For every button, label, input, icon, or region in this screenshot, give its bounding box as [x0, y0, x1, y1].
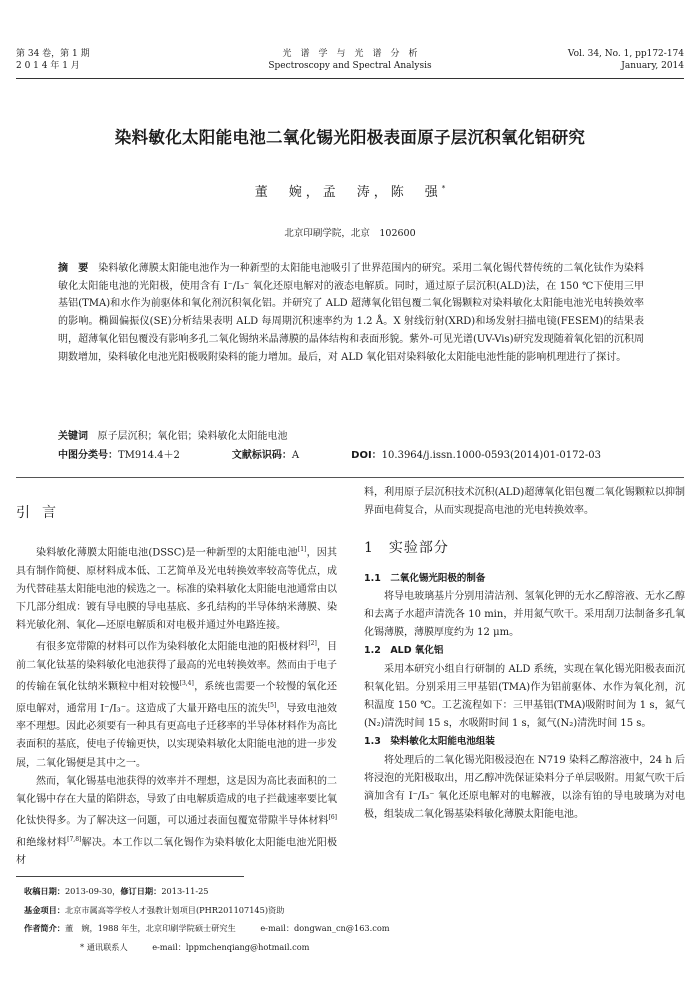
footnotes: [24, 882, 390, 956]
citation[interactable]: [3,4]: [179, 680, 194, 688]
header-divider: [16, 78, 684, 79]
bio-line: [24, 919, 390, 938]
right-column: [364, 484, 685, 824]
subsection-1-1-heading: 1.1 二氧化锡光阳极的制备: [364, 572, 486, 584]
issue-date: 2 0 1 4 年 1 月: [16, 61, 80, 71]
keywords-label: 关键词: [58, 431, 88, 442]
volume-pages-en: Vol. 34, No. 1, pp172-174: [567, 49, 684, 59]
journal-title-cn: 光 谱 学 与 光 谱 分 析: [282, 49, 418, 59]
received-date: 2013-09-30，: [64, 886, 121, 896]
subsection-1-3-heading: 1.3 染料敏化太阳能电池组装: [364, 736, 495, 748]
bio-text: 董 婉，1988 年生，北京印刷学院硕士研究生 e-mail：dongwan_cn@163.com: [64, 923, 390, 933]
left-column: [16, 541, 337, 870]
volume-issue: 第 34 卷，第 1 期: [16, 49, 90, 59]
classification-line: [58, 447, 601, 465]
fund-line: [24, 901, 390, 920]
subsection-1-2-heading: 1.2 ALD 氧化铝: [364, 645, 444, 657]
citation[interactable]: [1]: [297, 546, 307, 553]
intro-paragraph-1: 染料敏化薄膜太阳能电池(DSSC)是一种新型的太阳能电池[1]，因其具有制作简便、原材料成本低、工艺简单及光电转换效率较高等优点，成为代替硅基太阳能电池的候选之一。标准的染料敏化太阳能电池通常由以下几部分组成：镀有导电膜的导电基底、多孔结构的半导体纳米薄膜、染料光敏化剂、氧化—还原电解质和对电极并通过外电路连接。: [16, 546, 338, 632]
citation[interactable]: [7,8]: [67, 835, 82, 843]
dates-line: [24, 882, 390, 901]
subsection-1-3-text: 将处理后的二氧化锡光阳极浸泡在 N719 染料乙醇溶液中，24 h 后将浸泡的光阳极取出，用乙醇冲洗保证染料分子单层吸附。用氮气吹干后滴加含有 I⁻/I₃⁻ 氧化还原电解对的电解液，以涂有铂的导电玻璃为对电极，组装成二氧化锡基染料敏化薄膜太阳能电池。: [364, 754, 685, 821]
received-label: 收稿日期：: [24, 886, 65, 896]
clc-value: TM914.4＋2: [118, 450, 180, 461]
clc-label: 中图分类号：: [58, 450, 118, 461]
doi-link[interactable]: 10.3964/j.issn.1000-0593(2014)01-0172-03: [381, 450, 601, 461]
citation[interactable]: [5]: [267, 701, 277, 709]
corresponding-author: * 通讯联系人 e-mail：lppmchenqiang@hotmail.com: [80, 941, 310, 952]
doc-code-label: 文献标识码：: [231, 450, 292, 461]
intro-paragraph-2: 有很多宽带隙的材料可以作为染料敏化太阳能电池的阳极材料[2]，目前二氧化钛基的染料敏化电池获得了最高的光电转换效率。然而由于电子的传输在氧化钛纳米颗粒中相对较慢[3,4]，系统也需要一个较慢的氧化还原电解对，通常用 I⁻/I₃⁻。这造成了大量开路电压的流失[5]，导致电池效率不理想。因此必须要有一种具有更高电子迁移率的半导体材料作为高比表面积的基底，使电子传输更快，以实现染料敏化太阳能电池的进一步发展，二氧化锡便是其中之一。: [16, 640, 338, 769]
keywords: [58, 428, 288, 446]
corresponding-author-mark: *: [441, 184, 446, 193]
abstract-text: 染料敏化薄膜太阳能电池作为一种新型的太阳能电池吸引了世界范围内的研究。采用二氧化锡代替传统的二氧化钛作为染料敏化太阳能电池的光阳极，使用含有 I⁻/I₃⁻ 氧化还原电解对的液态电解质。同时，通过原子层沉积(ALD)法，在 150 ℃下使用三甲基铝(TMA)和水作为前驱体和氧化剂沉积氧化铝。并研究了 ALD 超薄氧化铝包覆二氧化锡颗粒对染料敏化太阳能电池光电转换效率的影响。椭圆偏振仪(SE)分析结果表明 ALD 每周期沉积速率约为 1.2 Å。X 射线衍射(XRD)和场发射扫描电镜(FESEM)的结果表明，超薄氧化铝包覆没有影响多孔二氧化锡纳米晶薄膜的晶体结构和表面形貌。紫外-可见光谱(UV-Vis)研究发现随着氧化铝的沉积周期数增加，染料敏化电池光阳极吸附染料的能力增加。最后，对 ALD 氧化铝对染料敏化太阳能电池性能的影响机理进行了探讨。: [58, 263, 644, 363]
issue-date-en: January, 2014: [621, 61, 684, 71]
abstract-label: 摘 要: [58, 263, 89, 274]
fund-text: 北京市属高等学校人才强教计划项目(PHR201107145)资助: [64, 904, 285, 915]
doc-code-value: A: [291, 450, 300, 461]
intro-continuation: 料，利用原子层沉积技术沉积(ALD)超薄氧化铝包覆二氧化锡颗粒以抑制界面电荷复合，从而实现提高电池的光电转换效率。: [364, 487, 685, 517]
fund-label: 基金项目：: [24, 904, 65, 915]
journal-title-en: Spectroscopy and Spectral Analysis: [268, 61, 432, 71]
abstract: [58, 260, 644, 366]
citation[interactable]: [6]: [328, 814, 337, 822]
revised-date: 2013-11-25: [161, 886, 209, 896]
intro-paragraph-3: 然而，氧化锡基电池获得的效率并不理想，这是因为高比表面积的二氧化锡中存在大量的陷阱态，导致了由电解质造成的电子拦截速率要比氧化钛快得多。为了解决这一问题，可以通过表面包覆宽带隙半导体材料[6]和绝缘材料[7,8]解决。本工作以二氧化锡作为染料敏化太阳能电池光阳极材: [16, 775, 338, 867]
paper-title: 染料敏化太阳能电池二氧化锡光阳极表面原子层沉积氧化铝研究: [114, 128, 586, 147]
section-1-heading: 1 实验部分: [364, 540, 449, 557]
revised-label: 修订日期：: [120, 886, 162, 896]
footnote-divider: [16, 876, 244, 877]
abstract-divider: [16, 477, 684, 478]
subsection-1-2-text: 采用本研究小组自行研制的 ALD 系统，实现在氧化锡光阳极表面沉积氧化铝。分别采用三甲基铝(TMA)作为铝前驱体、水作为氧化剂，沉积温度 150 ℃。工艺流程如下：三甲基铝(TMA)吸附时间为 1 s，氮气(N₂)清洗时间 15 s，水吸附时间 1 s，氮气(N₂)清洗时间 15 s。: [364, 663, 685, 730]
subsection-1-1-text: 将导电玻璃基片分别用清洁剂、氢氧化钾的无水乙醇溶液、无水乙醇和去离子水超声清洗各 10 min，并用氮气吹干。采用刮刀法制备多孔氧化锡薄膜，薄膜厚度约为 12 μm。: [364, 590, 685, 639]
intro-heading: 引言: [16, 505, 68, 521]
bio-label: 作者简介：: [24, 923, 65, 933]
doi-label: DOI：: [351, 450, 382, 461]
keywords-text: 原子层沉积；氧化铝；染料敏化太阳能电池: [97, 431, 288, 442]
affiliation: 北京印刷学院，北京 102600: [284, 228, 416, 239]
author-list: [0, 181, 700, 200]
citation[interactable]: [2]: [308, 640, 317, 648]
author-names: 董 婉，孟 涛，陈 强: [254, 185, 442, 200]
running-header-right: [568, 48, 684, 72]
